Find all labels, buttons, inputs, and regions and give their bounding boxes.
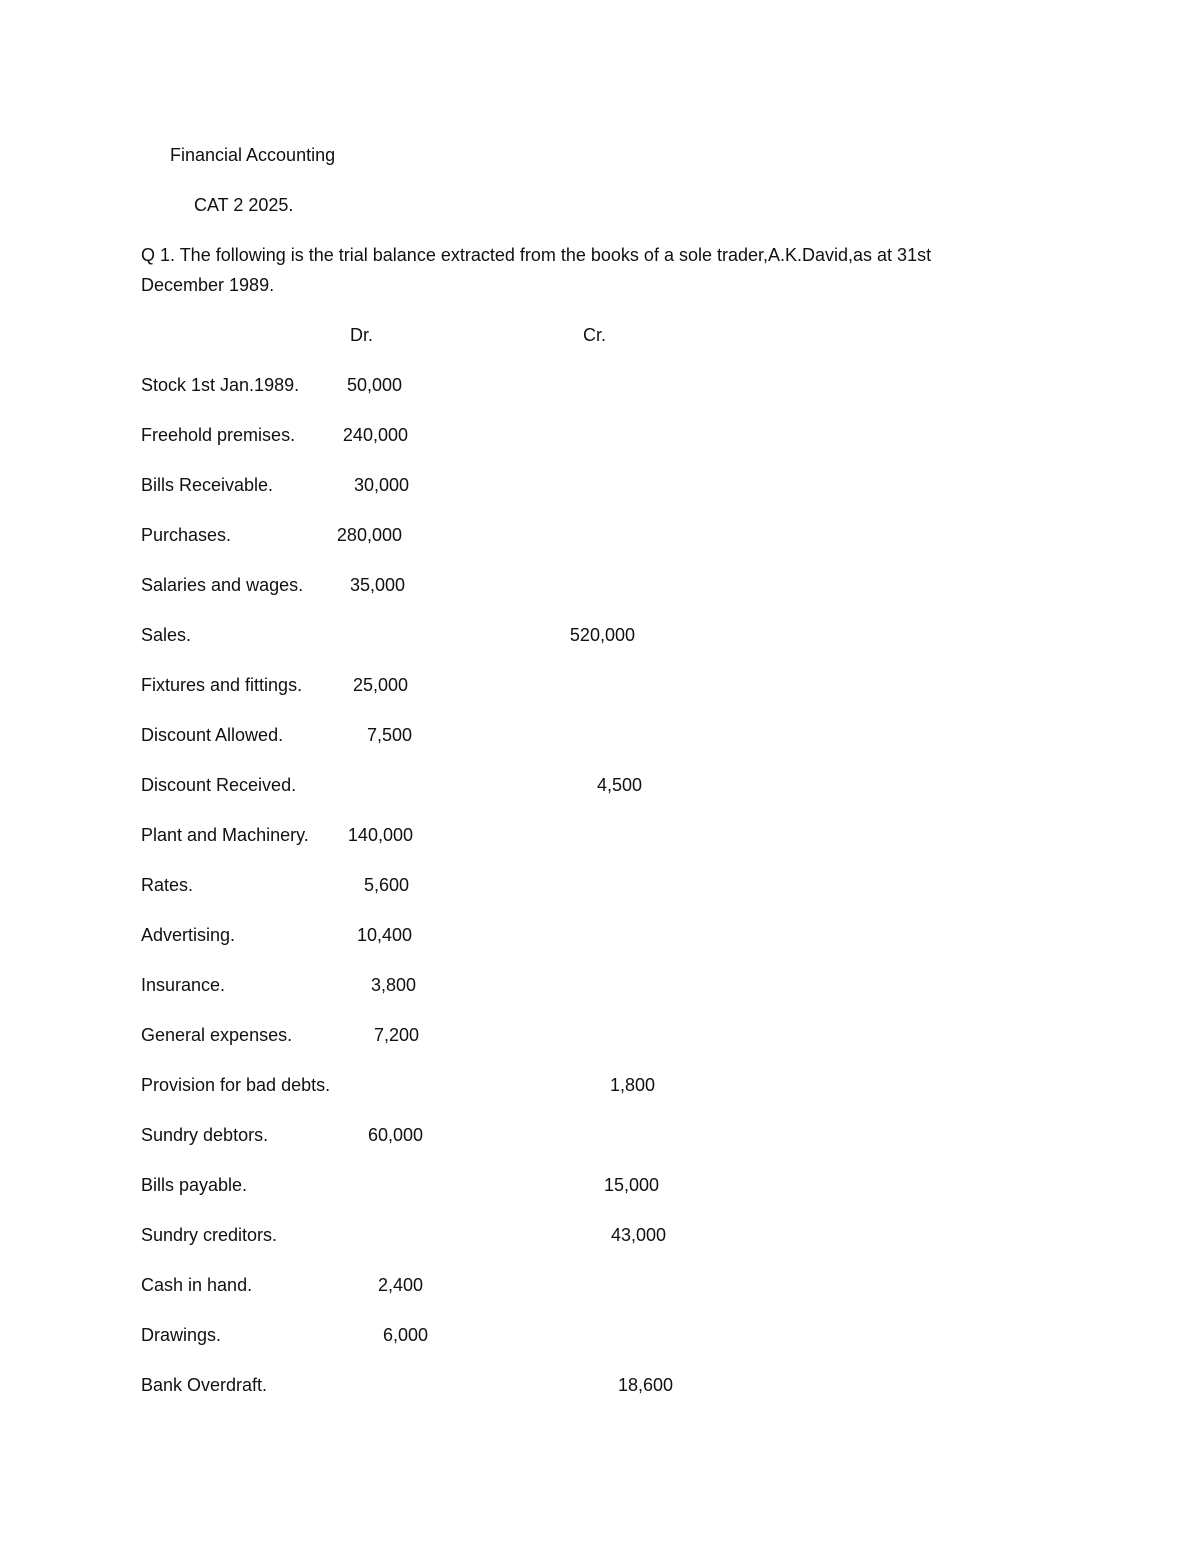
- account-name: Purchases.: [141, 525, 232, 545]
- account-name: Plant and Machinery.: [141, 825, 309, 845]
- account-name: Fixtures and fittings.: [141, 675, 303, 695]
- debit-amount: 5,600: [363, 875, 409, 895]
- account-name: Provision for bad debts.: [141, 1075, 331, 1095]
- cat-title: CAT 2 2025.: [194, 195, 294, 215]
- trial-balance-row: [0, 1274, 1200, 1300]
- trial-balance-row: [0, 624, 1200, 650]
- debit-amount: 25,000: [352, 675, 408, 695]
- debit-amount: 30,000: [353, 475, 409, 495]
- debit-column-heading: Dr.: [350, 325, 374, 345]
- trial-balance-row: [0, 974, 1200, 1000]
- trial-balance-row: [0, 674, 1200, 700]
- debit-amount: 35,000: [349, 575, 405, 595]
- trial-balance-row: [0, 1074, 1200, 1100]
- trial-balance-row: [0, 574, 1200, 600]
- debit-amount: 10,400: [356, 925, 412, 945]
- course-title: Financial Accounting: [170, 145, 336, 165]
- trial-balance-row: [0, 524, 1200, 550]
- trial-balance-row: [0, 924, 1200, 950]
- debit-amount: 280,000: [336, 525, 402, 545]
- debit-amount: 3,800: [370, 975, 416, 995]
- trial-balance-row: [0, 824, 1200, 850]
- credit-amount: 18,600: [617, 1375, 673, 1395]
- account-name: Bills Receivable.: [141, 475, 274, 495]
- credit-amount: 520,000: [569, 625, 635, 645]
- account-name: Insurance.: [141, 975, 226, 995]
- account-name: Stock 1st Jan.1989.: [141, 375, 300, 395]
- trial-balance-row: [0, 474, 1200, 500]
- credit-amount: 4,500: [596, 775, 642, 795]
- trial-balance-row: [0, 1024, 1200, 1050]
- account-name: Salaries and wages.: [141, 575, 304, 595]
- trial-balance-row: [0, 1224, 1200, 1250]
- debit-amount: 240,000: [342, 425, 408, 445]
- question-text-line-2: December 1989.: [141, 275, 275, 295]
- trial-balance-row: [0, 1324, 1200, 1350]
- trial-balance-row: [0, 374, 1200, 400]
- debit-amount: 140,000: [347, 825, 413, 845]
- question-text-line-1: Q 1. The following is the trial balance extracted from the books of a sole trader,A.K.David,as at 31st: [141, 245, 932, 265]
- credit-amount: 1,800: [609, 1075, 655, 1095]
- account-name: Bank Overdraft.: [141, 1375, 268, 1395]
- trial-balance-row: [0, 1374, 1200, 1400]
- trial-balance-row: [0, 874, 1200, 900]
- account-name: Sundry debtors.: [141, 1125, 269, 1145]
- account-name: Freehold premises.: [141, 425, 296, 445]
- debit-amount: 7,500: [366, 725, 412, 745]
- credit-amount: 15,000: [603, 1175, 659, 1195]
- trial-balance-row: [0, 1174, 1200, 1200]
- account-name: Advertising.: [141, 925, 236, 945]
- trial-balance-row: [0, 1124, 1200, 1150]
- account-name: Sundry creditors.: [141, 1225, 278, 1245]
- trial-balance-row: [0, 424, 1200, 450]
- debit-amount: 6,000: [382, 1325, 428, 1345]
- debit-amount: 60,000: [367, 1125, 423, 1145]
- account-name: Rates.: [141, 875, 194, 895]
- account-name: Discount Received.: [141, 775, 297, 795]
- debit-amount: 2,400: [377, 1275, 423, 1295]
- credit-column-heading: Cr.: [583, 325, 607, 345]
- credit-amount: 43,000: [610, 1225, 666, 1245]
- account-name: Drawings.: [141, 1325, 222, 1345]
- debit-amount: 50,000: [346, 375, 402, 395]
- trial-balance-row: [0, 774, 1200, 800]
- account-name: General expenses.: [141, 1025, 293, 1045]
- account-name: Sales.: [141, 625, 192, 645]
- trial-balance-row: [0, 724, 1200, 750]
- account-name: Discount Allowed.: [141, 725, 284, 745]
- account-name: Cash in hand.: [141, 1275, 253, 1295]
- account-name: Bills payable.: [141, 1175, 248, 1195]
- debit-amount: 7,200: [373, 1025, 419, 1045]
